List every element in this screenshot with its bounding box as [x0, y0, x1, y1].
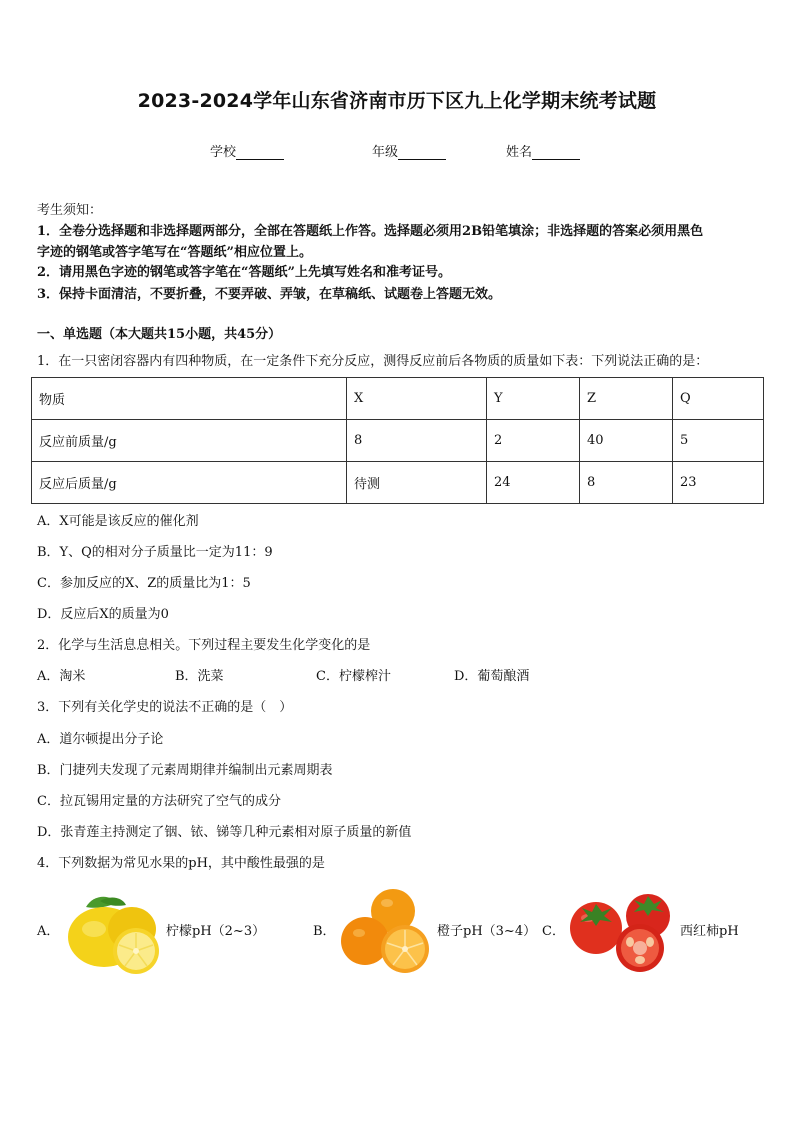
table-cell: 24 — [487, 462, 580, 504]
name-field — [506, 141, 580, 160]
table-cell: 8 — [580, 462, 673, 504]
table-cell: 物质 — [32, 378, 347, 420]
table-cell: 5 — [673, 420, 764, 462]
question-4-option-c-label: 西红柿pH — [680, 924, 739, 939]
question-2-option-a: A．淘米 — [37, 669, 86, 684]
notice-item: 1．全卷分选择题和非选择题两部分，全部在答题纸上作答。选择题必须用2B铅笔填涂；非选择题的答案必须用黑色 — [37, 224, 704, 239]
table-cell: 2 — [487, 420, 580, 462]
question-1-option-a: A．X可能是该反应的催化剂 — [37, 514, 199, 529]
notice-item: 字迹的钢笔或答字笔写在“答题纸”相应位置上。 — [37, 245, 312, 260]
question-4-option-b-label: 橙子pH（3~4） — [437, 924, 537, 939]
question-3-option-a: A．道尔顿提出分子论 — [37, 732, 164, 747]
table-cell: 反应后质量/g — [32, 462, 347, 504]
table-cell: 23 — [673, 462, 764, 504]
table-cell: Q — [673, 378, 764, 420]
grade-label: 年级 — [372, 145, 399, 160]
question-4-option-b-letter: B． — [313, 924, 336, 939]
question-3-option-d: D．张青莲主持测定了铟、铱、锑等几种元素相对原子质量的新值 — [37, 825, 412, 840]
question-4-option-c-letter: C． — [542, 924, 565, 939]
question-1-stem: 1．在一只密闭容器内有四种物质，在一定条件下充分反应，测得反应前后各物质的质量如下表：下列说法正确的是： — [37, 354, 709, 369]
question-3-option-b: B．门捷列夫发现了元素周期律并编制出元素周期表 — [37, 763, 333, 778]
orange-image — [337, 885, 435, 977]
lemon-image — [64, 893, 164, 975]
question-2-stem: 2．化学与生活息息相关。下列过程主要发生化学变化的是 — [37, 638, 371, 653]
notice-item: 3．保持卡面清洁，不要折叠，不要弄破、弄皱，在草稿纸、试题卷上答题无效。 — [37, 287, 502, 302]
question-2-option-b: B．洗菜 — [175, 669, 224, 684]
question-1-option-c: C．参加反应的X、Z的质量比为1：5 — [37, 576, 251, 591]
grade-field — [372, 141, 446, 160]
table-cell: 40 — [580, 420, 673, 462]
question-4-option-a-label: 柠檬pH（2~3） — [166, 924, 266, 939]
question-3-option-c: C．拉瓦锡用定量的方法研究了空气的成分 — [37, 794, 281, 809]
question-2-option-d: D．葡萄酿酒 — [454, 669, 530, 684]
school-label: 学校 — [210, 145, 237, 160]
name-label: 姓名 — [506, 145, 533, 160]
question-2-option-c: C．柠檬榨汁 — [316, 669, 391, 684]
tomato-image — [568, 886, 676, 974]
school-blank — [236, 145, 284, 160]
notice-heading: 考生须知： — [37, 203, 103, 218]
question-1-option-d: D．反应后X的质量为0 — [37, 607, 169, 622]
notice-item: 2．请用黑色字迹的钢笔或答字笔在“答题纸”上先填写姓名和准考证号。 — [37, 265, 452, 280]
question-4-stem: 4．下列数据为常见水果的pH，其中酸性最强的是 — [37, 856, 325, 871]
table-cell: 待测 — [347, 462, 487, 504]
table-cell: 反应前质量/g — [32, 420, 347, 462]
table-row — [32, 420, 764, 462]
school-field — [210, 141, 284, 160]
table-header-row — [32, 378, 764, 420]
table-cell: Z — [580, 378, 673, 420]
grade-blank — [398, 145, 446, 160]
table-cell: X — [347, 378, 487, 420]
page-title: 2023-2024学年山东省济南市历下区九上化学期末统考试题 — [137, 90, 657, 112]
question-4-option-a-letter: A． — [37, 924, 60, 939]
mass-table — [31, 377, 764, 504]
question-1-option-b: B．Y、Q的相对分子质量比一定为11：9 — [37, 545, 273, 560]
table-cell: 8 — [347, 420, 487, 462]
section-heading: 一、单选题（本大题共15小题，共45分） — [37, 327, 282, 342]
question-3-stem: 3．下列有关化学史的说法不正确的是（ ） — [37, 700, 293, 715]
name-blank — [532, 145, 580, 160]
table-row — [32, 462, 764, 504]
table-cell: Y — [487, 378, 580, 420]
